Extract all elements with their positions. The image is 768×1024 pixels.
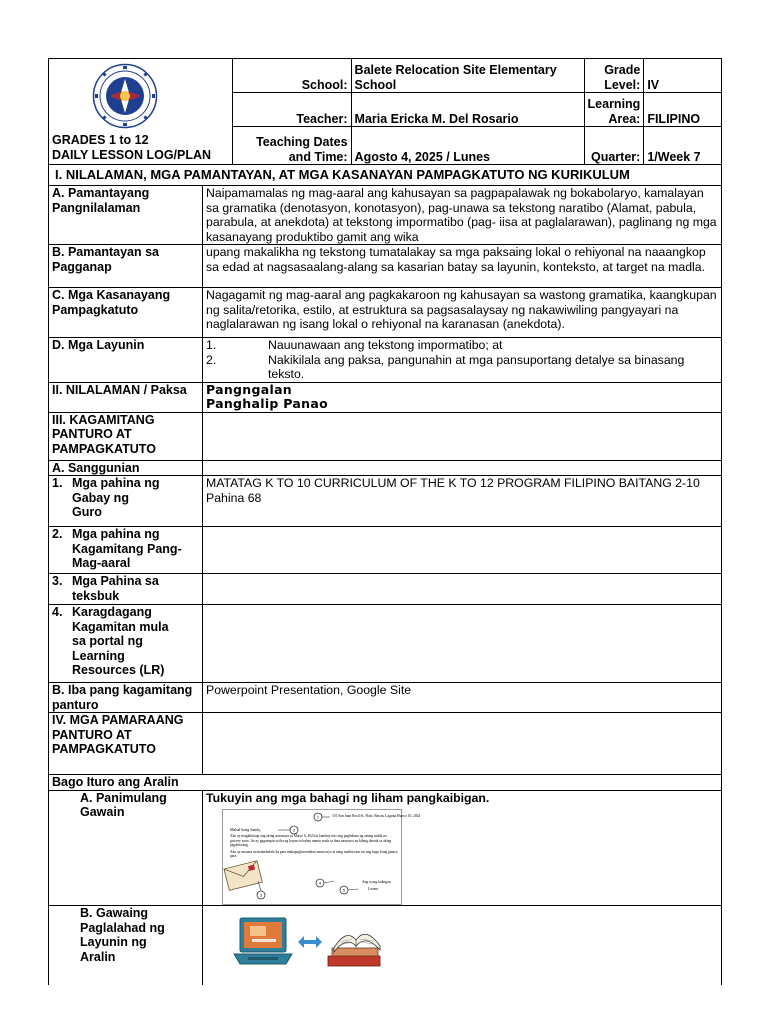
quarter-value: 1/Week 7 — [644, 127, 722, 165]
double-arrow-icon — [298, 936, 322, 948]
paksa-pangngalan: Pangngalan — [206, 381, 293, 397]
pamantayang-pangnilalaman-label: A. Pamantayang Pangnilalaman — [49, 186, 203, 245]
sanggunian-label: A. Sanggunian — [49, 460, 203, 476]
paksa-cell — [203, 382, 722, 412]
books-icon — [328, 934, 380, 966]
kasanayang-pampagkatuto-text: Nagagamit ng mag-aaral ang pagkakaroon ng kahusayan sa wastong gramatika, kaangkupan ng salita/retorika, estilo, at estruktura sa pagsasalaysay ng nakawiwiling pangyayari na naglalarawan ng isang lokal o rehiyonal na karanasan (anekdota). — [203, 288, 722, 338]
header-table — [48, 58, 722, 165]
teacher-value: Maria Ericka M. Del Rosario — [351, 93, 584, 127]
bago-ituro-label: Bago Ituro ang Aralin — [49, 775, 722, 791]
gawaing-paglalahad-label: B. Gawaing Paglalahad ng Layunin ng Aralin — [49, 906, 203, 985]
layunin-item: 1. Nauunawaan ang tekstong impormatibo; at — [206, 338, 503, 352]
deped-seal-icon — [92, 63, 158, 129]
svg-text:4: 4 — [318, 880, 322, 886]
section-1-heading: I. NILALAMAN, MGA PAMANTAYAN, AT MGA KASANAYAN PAMPAGKATUTO NG KURIKULUM — [49, 165, 722, 186]
grade-level-value: IV — [644, 59, 722, 93]
panimulang-instruction: Tukuyin ang mga bahagi ng liham pangkaibigan. — [206, 790, 490, 805]
grade-level-label: Grade Level: — [584, 59, 644, 93]
ref-kagamitang-mag-aaral-label: 2. Mga pahina ng Kagamitang Pang-Mag-aaral — [49, 527, 203, 574]
teacher-label: Teacher: — [232, 93, 351, 127]
school-label: School: — [232, 59, 351, 93]
panimulang-gawain-label: A. Panimulang Gawain — [49, 790, 203, 906]
liham-pangkaibigan-image — [222, 809, 421, 905]
svg-text:1: 1 — [316, 814, 320, 820]
gawaing-paglalahad-cell — [203, 906, 722, 985]
letter-signature: Leonor — [368, 887, 379, 891]
iba-pang-kagamitan-label: B. Iba pang kagamitang panturo — [49, 683, 203, 713]
laptop-icon — [234, 918, 292, 964]
section-2-heading: II. NILALAMAN / Paksa — [49, 382, 203, 412]
kasanayang-pampagkatuto-label: C. Mga Kasanayang Pampagkatuto — [49, 288, 203, 338]
header-logo-cell — [49, 59, 233, 165]
grades-label: GRADES 1 to 12 — [52, 133, 149, 147]
letter-closing: Ang iyong kaibigan, — [362, 880, 392, 884]
quarter-label: Quarter: — [584, 127, 644, 165]
laptop-books-image — [230, 912, 390, 978]
layunin-label: D. Mga Layunin — [49, 338, 203, 383]
letter-heading: 101 San Juan Rosil St. Hulo, Bayan, Laguna Hunyo 10, 2024 — [332, 814, 421, 818]
pamantayan-pagganap-label: B. Pamantayan sa Pagganap — [49, 245, 203, 288]
learning-area-label: Learning Area: — [584, 93, 644, 127]
letter-greeting: Mahal kong Sandy, — [230, 827, 261, 832]
school-value: Balete Relocation Site Elementary School — [351, 59, 584, 93]
svg-text:3: 3 — [259, 892, 263, 898]
iba-pang-kagamitan-text: Powerpoint Presentation, Google Site — [203, 683, 722, 713]
ref-gabay-guro-label: 1. Mga pahina ng Gabay ng Guro — [49, 476, 203, 527]
layunin-item: 2. Nakikilala ang paksa, pangunahin at mga pansuportang detalye sa binasang teksto. — [206, 352, 685, 381]
ref-teksbuk-label: 3. Mga Pahina sa teksbuk — [49, 574, 203, 605]
ref-karagdagang-kagamitan-label: 4. Karagdagang Kagamitan mula sa portal ng Learning Resources (LR) — [49, 605, 203, 683]
ref-gabay-guro-text: MATATAG K TO 10 CURRICULUM OF THE K TO 12 PROGRAM FILIPINO BAITANG 2-10 Pahina 68 — [203, 476, 722, 527]
pamantayang-pangnilalaman-text: Naipamamalas ng mag-aaral ang kahusayan sa pagpapalawak ng bokabolaryo, kamalayan sa gramatika (denotasyon, konotasyon), pag-unawa sa tekstong naratibo (Alamat, pabula, parabula, at anekdota) at tekstong impormatibo (pag- iisa at paglalarawan), paglinang ng mga kasanayang produktibo gamit ang wika — [203, 186, 722, 245]
dates-label: Teaching Dates and Time: — [232, 127, 351, 165]
learning-area-value: FILIPINO — [644, 93, 722, 127]
layunin-list — [203, 338, 722, 383]
lesson-table — [48, 164, 722, 985]
panimulang-gawain-cell — [203, 790, 722, 906]
svg-text:5: 5 — [342, 887, 346, 893]
letter-body-1: Ako ay magkikitang ang aking masasaya sa Marso 6, 2024 at kambay nito ang pagbabasa ng aming malik na grocery store. Ito ay gaganapin sa iba ng bayan sa bahay namin mula sa ibaa nasaayos na bilang daraak sa aking pagdiriwang. — [230, 834, 392, 848]
section-3-heading: III. KAGAMITANG PANTURO AT PAMPAGKATUTO — [49, 412, 203, 460]
pamantayan-pagganap-text: upang makalikha ng tekstong tumatalakay sa mga paksaing lokal o rehiyonal na naaangkop sa edad at nagsasaalang-alang sa kasarian batay sa layunin, konteksto, at target na madla. — [203, 245, 722, 288]
dates-value: Agosto 4, 2025 / Lunes — [351, 127, 584, 165]
section-4-heading: IV. MGA PAMARAANG PANTURO AT PAMPAGKATUTO — [49, 713, 203, 775]
paksa-panghalip: Panghalip Panao — [206, 396, 328, 411]
letter-body-2: Ako ay umaasa na makadadalo ka para makapagkwentuhan muna tayo at nang maikita mo rin ang bago kong ginaya para. — [230, 849, 398, 859]
log-title: DAILY LESSON LOG/PLAN — [52, 147, 212, 162]
svg-text:2: 2 — [292, 827, 296, 833]
